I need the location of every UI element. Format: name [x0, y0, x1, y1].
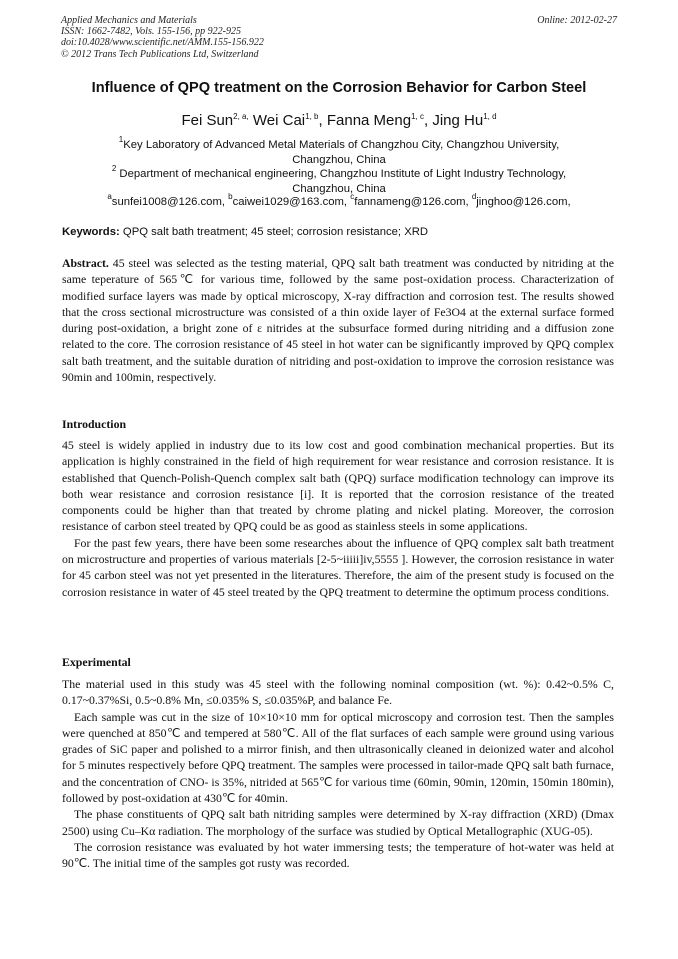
- paragraph: The corrosion resistance was evaluated by hot water immersing tests; the temperature of hot-water was held at 90℃. The initial time of the samples got rusty was recorded.: [62, 839, 614, 871]
- experimental-heading: Experimental: [62, 655, 131, 669]
- paper-title: Influence of QPQ treatment on the Corrosion Behavior for Carbon Steel: [91, 80, 587, 96]
- abstract: [62, 255, 614, 385]
- author-affiliation-mark: 1, c: [411, 112, 424, 121]
- email-mark: c: [350, 192, 355, 201]
- email-address[interactable]: jinghoo@126.com,: [476, 196, 571, 208]
- copyright-line: © 2012 Trans Tech Publications Ltd, Switzerland: [61, 48, 259, 60]
- email-address[interactable]: sunfei1008@126.com,: [111, 196, 229, 208]
- introduction-heading: Introduction: [62, 417, 127, 431]
- author-affiliation-mark: 1, b: [305, 112, 319, 121]
- paragraph: The phase constituents of QPQ salt bath nitriding samples were determined by X-ray diffraction (XRD) (Dmax 2500) using Cu–Kα radiation. The morphology of the surface was studied by Optical Metallographic (XUG-05).: [62, 807, 614, 838]
- author-name: Fei Sun: [181, 112, 234, 129]
- affiliation-mark: 1: [118, 135, 124, 144]
- affiliation-2: [62, 164, 616, 196]
- introduction-body: [62, 437, 614, 600]
- email-mark: d: [471, 192, 477, 201]
- email-address[interactable]: fannameng@126.com,: [354, 196, 472, 208]
- affiliation-city: Changzhou, China: [292, 153, 386, 166]
- author-name: Wei Cai: [252, 112, 306, 129]
- email-list: [40, 192, 638, 208]
- keywords-label: Keywords:: [62, 226, 120, 238]
- paragraph: The material used in this study was 45 steel with the following nominal composition (wt. %): 0.42~0.5% C, 0.17~0.37%Si, 0.5~0.8% Mn, ≤0.035% S, ≤0.035%P, and balance Fe.: [62, 677, 614, 708]
- paragraph: Each sample was cut in the size of 10×10×10 mm for optical microscopy and corrosion test. Then the samples were quenched at 850℃ and tempered at 580℃. All of the flat surfaces of each sample were ground using various grades of SiC paper and polished to a mirror finish, and then ultrasonically cleaned in deionized water and alcohol for 5 minutes respectively before QPQ treatment. The samples were processed in tailor-made QPQ salt bath furnace, and the concentration of CNO- is 35%, nitrided at 565℃ for various time (60min, 90min, 120min, 150min 180min), followed by post-oxidation at 430℃ for 40min.: [62, 709, 614, 806]
- journal-header: [61, 15, 264, 60]
- affiliation-text: Department of mechanical engineering, Changzhou Institute of Light Industry Technology,: [116, 168, 567, 180]
- affiliation-1: [62, 135, 616, 167]
- affiliation-city: Changzhou, China: [292, 182, 386, 195]
- affiliation-mark: 2: [111, 164, 117, 173]
- doi-line: doi:10.4028/www.scientific.net/AMM.155-156.922: [61, 37, 264, 49]
- author-name: Fanna Meng: [326, 112, 412, 129]
- email-mark: a: [107, 192, 112, 201]
- paragraph: For the past few years, there have been some researches about the influence of QPQ complex salt bath treatment on microstructure and properties of various materials [2-5~iiiii]iv,5555 ]. However, the corrosion resistance in water for 45 carbon steel was not yet presented in the literatures. Therefore, the aim of the present study is focused on the corrosion resistance in water of 45 steel treated by the QPQ treatment to determine the optimum process conditions.: [62, 535, 614, 599]
- affiliation-text: Key Laboratory of Advanced Metal Materials of Changzhou City, Changzhou University,: [123, 139, 560, 151]
- abstract-text: 45 steel was selected as the testing material, QPQ salt bath treatment was conducted by nitriding at the same teperature of 565℃ for various time, followed by the same post-oxidation process. Characterization of modified surface layers was made by optical microscopy, X-ray diffraction and corrosion test. The results showed that the cross sectional microstructure was consisted of a thin oxide layer of Fe3O4 at the external surface formed during post-oxidation, a bright zone of ε nitrides at the subsurface formed during nitriding and a diffusion zone related to the core. The corrosion resistance of 45 steel in hot water can be significantly improved by QPQ complex salt bath treatment, and the suitable duration of nitriding and post-oxidation to improve the corrosion resistance was 90min and 100min, respectively.: [62, 256, 614, 385]
- author-name: Jing Hu: [432, 112, 484, 129]
- keywords: [62, 226, 428, 238]
- keywords-text: QPQ salt bath treatment; 45 steel; corrosion resistance; XRD: [119, 226, 429, 238]
- author-affiliation-mark: 2, a,: [233, 112, 249, 121]
- experimental-body: [62, 676, 614, 872]
- author-list: Fei Sun$^{2, a,}$ Wei Cai$^{1, b}$, Fanna Meng$^{1, c}$, Jing Hu$^{1, d}$: [181, 112, 497, 129]
- email-address[interactable]: caiwei1029@163.com,: [232, 196, 351, 208]
- email-mark: b: [228, 192, 233, 201]
- author-affiliation-mark: 1, d: [483, 112, 497, 121]
- online-date: Online: 2012-02-27: [537, 15, 617, 26]
- paragraph: 45 steel is widely applied in industry due to its low cost and good combination mechanical properties. But its application is highly constrained in the field of high requirement for wear resistance and corrosion resistance. It is established that Quench-Polish-Quench complex salt bath (QPQ) surface modification technology can improve its both wear resistance and corrosion resistance [i]. It is reported that the corrosion resistance of the treated components could be higher than that treated by chrome plating and nickel plating. Moreover, the corrosion resistance of carbon steel treated by QPQ could be as good as stainless steels in some applications.: [62, 438, 614, 534]
- abstract-label: Abstract.: [62, 256, 109, 270]
- journal-name: Applied Mechanics and Materials: [61, 15, 197, 26]
- issn-line: ISSN: 1662-7482, Vols. 155-156, pp 922-925: [61, 26, 241, 38]
